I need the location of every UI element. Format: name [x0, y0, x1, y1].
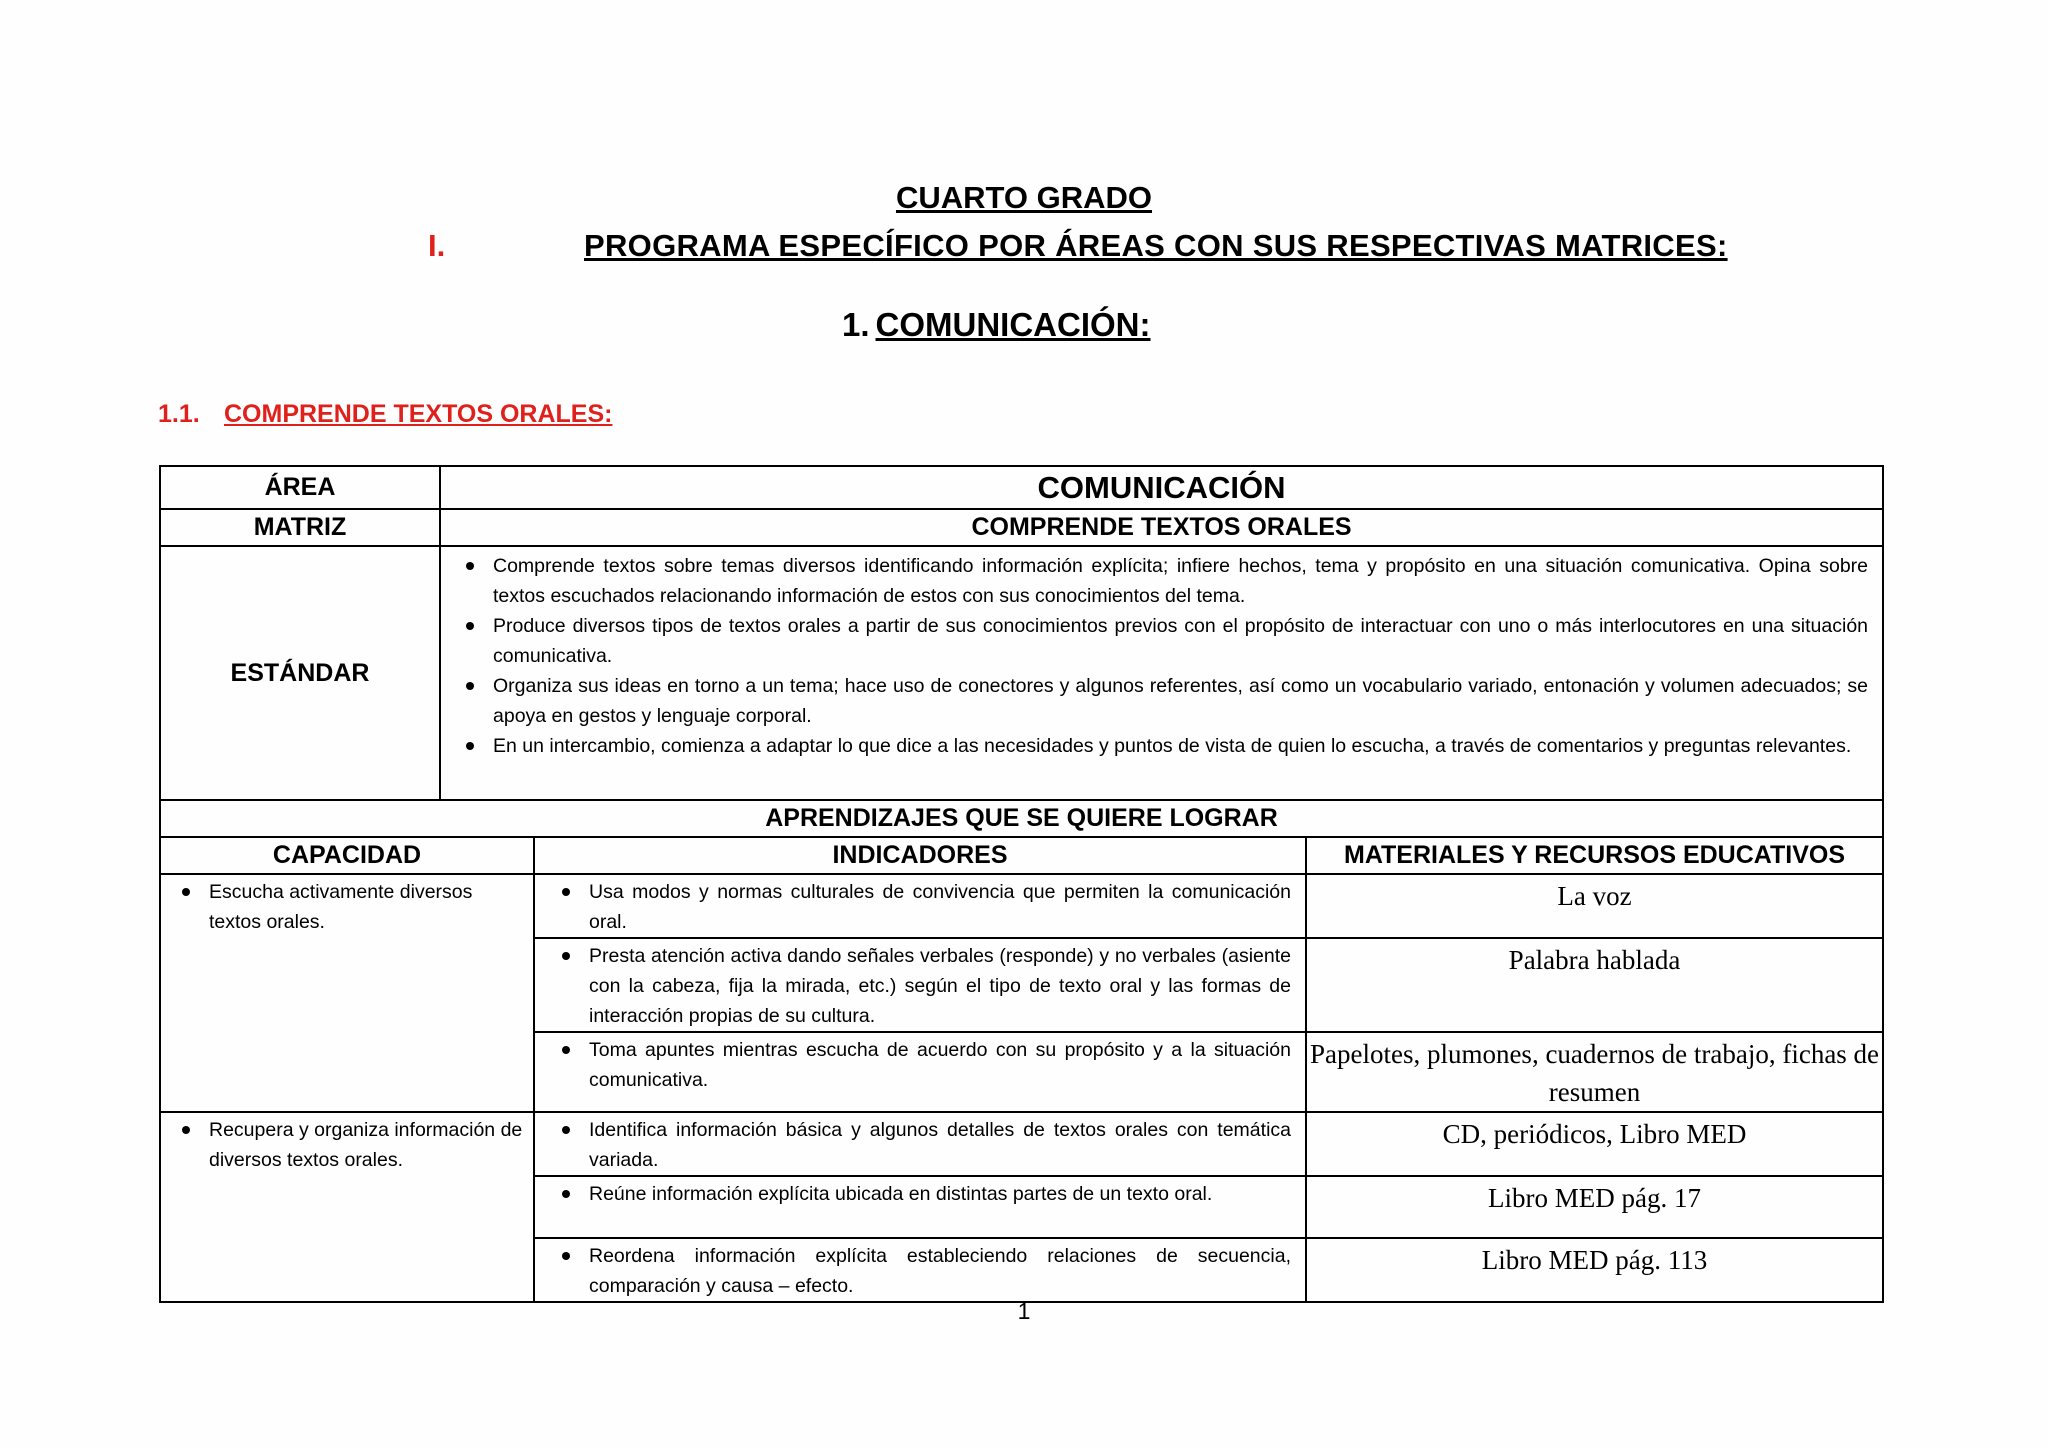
indicador-text: Identifica información básica y algunos detalles de textos orales con temática variada.	[589, 1115, 1291, 1175]
section-heading-I	[0, 228, 2048, 268]
subsection-1-1-number: 1.1.	[158, 400, 200, 428]
column-header-row	[160, 837, 1883, 874]
indicador-cell	[534, 1032, 1306, 1112]
aprendizajes-row	[160, 800, 1883, 837]
material-cell: La voz	[1306, 874, 1883, 938]
capacidad-text: Escucha activamente diversos textos orales.	[209, 877, 523, 937]
indicador-text: Reúne información explícita ubicada en distintas partes de un texto oral.	[589, 1179, 1291, 1209]
table-row	[160, 1112, 1883, 1176]
indicador-text: Usa modos y normas culturales de convivencia que permiten la comunicación oral.	[589, 877, 1291, 937]
matrix-table	[159, 465, 1884, 1303]
subsection-heading-1-1	[158, 400, 612, 429]
estandar-item: Comprende textos sobre temas diversos identificando información explícita; infiere hechos, tema y propósito en una situación comunicativa. Opina sobre textos escuchados relacionando información de estos con sus conocimientos del tema.	[493, 551, 1868, 611]
area-row	[160, 466, 1883, 509]
capacidad-text: Recupera y organiza información de diversos textos orales.	[209, 1115, 523, 1175]
matriz-value: COMPRENDE TEXTOS ORALES	[440, 509, 1883, 546]
capacidad-cell	[160, 874, 534, 1112]
aprendizajes-header: APRENDIZAJES QUE SE QUIERE LOGRAR	[160, 800, 1883, 837]
indicador-cell	[534, 1112, 1306, 1176]
capacidad-header: CAPACIDAD	[160, 837, 534, 874]
indicador-text: Toma apuntes mientras escucha de acuerdo con su propósito y a la situación comunicativa.	[589, 1035, 1291, 1095]
indicador-text: Reordena información explícita estableciendo relaciones de secuencia, comparación y causa – efecto.	[589, 1241, 1291, 1301]
estandar-row	[160, 546, 1883, 800]
subsection-number: 1.	[842, 306, 870, 343]
subsection-heading-1	[842, 306, 1151, 344]
material-cell: CD, periódicos, Libro MED	[1306, 1112, 1883, 1176]
estandar-content	[440, 546, 1883, 800]
indicador-cell	[534, 938, 1306, 1032]
materiales-header: MATERIALES Y RECURSOS EDUCATIVOS	[1306, 837, 1883, 874]
material-cell: Libro MED pág. 17	[1306, 1176, 1883, 1238]
capacidad-cell	[160, 1112, 534, 1302]
estandar-label: ESTÁNDAR	[160, 546, 440, 800]
section-title: PROGRAMA ESPECÍFICO POR ÁREAS CON SUS RESPECTIVAS MATRICES:	[584, 228, 1728, 263]
indicador-cell	[534, 1176, 1306, 1238]
subsection-title: COMUNICACIÓN:	[875, 306, 1151, 343]
indicador-text: Presta atención activa dando señales verbales (responde) y no verbales (asiente con la cabeza, fija la mirada, etc.) según el tipo de texto oral y las formas de interacción propias de su cultura.	[589, 941, 1291, 1031]
material-cell: Libro MED pág. 113	[1306, 1238, 1883, 1302]
section-numeral: I.	[428, 228, 446, 263]
area-value: COMUNICACIÓN	[440, 466, 1883, 509]
estandar-item: Produce diversos tipos de textos orales a partir de sus conocimientos previos con el propósito de interactuar con uno o más interlocutores en una situación comunicativa.	[493, 611, 1868, 671]
indicador-cell	[534, 874, 1306, 938]
estandar-item: Organiza sus ideas en torno a un tema; hace uso de conectores y algunos referentes, así como un vocabulario variado, entonación y volumen adecuados; se apoya en gestos y lenguaje corporal.	[493, 671, 1868, 731]
indicador-cell	[534, 1238, 1306, 1302]
indicadores-header: INDICADORES	[534, 837, 1306, 874]
matriz-label: MATRIZ	[160, 509, 440, 546]
grade-title: CUARTO GRADO	[895, 180, 1153, 215]
material-cell: Papelotes, plumones, cuadernos de trabajo, fichas de resumen	[1306, 1032, 1883, 1112]
subsection-1-1-title: COMPRENDE TEXTOS ORALES:	[224, 400, 613, 428]
area-label: ÁREA	[160, 466, 440, 509]
table-row	[160, 874, 1883, 938]
material-cell: Palabra hablada	[1306, 938, 1883, 1032]
matriz-row	[160, 509, 1883, 546]
estandar-item: En un intercambio, comienza a adaptar lo que dice a las necesidades y puntos de vista de quien lo escucha, a través de comentarios y preguntas relevantes.	[493, 731, 1868, 761]
page-number: 1	[1017, 1298, 1031, 1324]
